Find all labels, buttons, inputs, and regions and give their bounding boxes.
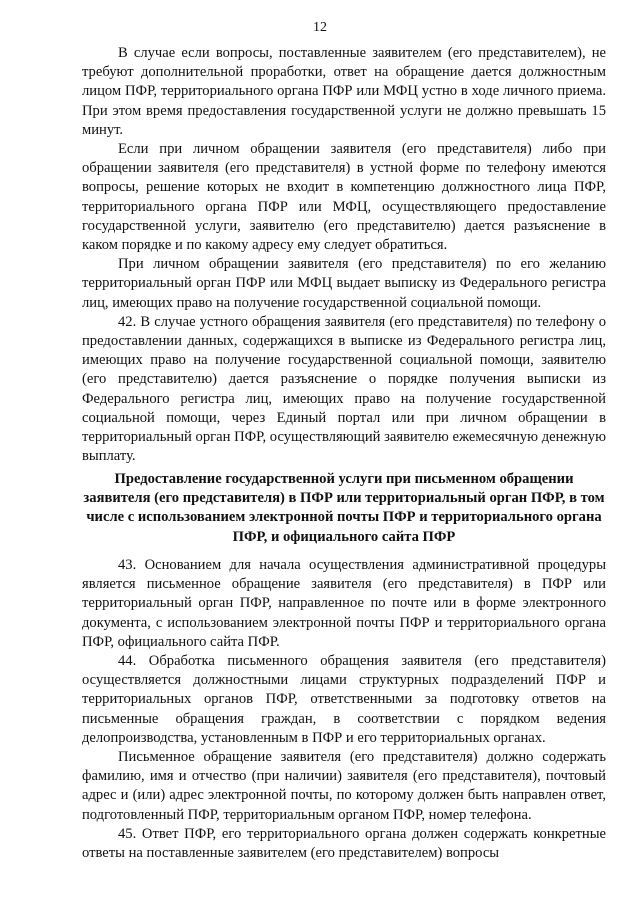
paragraph: В случае если вопросы, поставленные заявителем (его представителем), не требуют дополнительной проработки, ответ на обращение дается должностным лицом ПФР, территориального органа ПФР или МФЦ устно в ходе личного приема. При этом время предоставления государственной услуги не должно превышать 15 минут. <box>82 45 606 138</box>
body-text-top <box>82 44 606 466</box>
paragraph: Письменное обращение заявителя (его представителя) должно содержать фамилию, имя и отчество (при наличии) заявителя (его представителя), почтовый адрес и (или) адрес электронной почты, по которому должен быть направлен ответ, подготовленный ПФР, территориальным органом ПФР, номер телефона. <box>82 749 606 823</box>
body-text-bottom <box>82 556 606 863</box>
paragraph: При личном обращении заявителя (его представителя) по его желанию территориальный орган ПФР или МФЦ выдает выписку из Федерального регистра лиц, имеющих право на получение государственной социальной помощи. <box>82 256 606 311</box>
page-number: 12 <box>313 20 327 35</box>
section-heading: Предоставление государственной услуги при письменном обращении заявителя (его представителя) в ПФР или территориальный орган ПФР, в том числе с использованием электронной почты ПФР и территориального органа ПФР, и официального сайта ПФР <box>83 471 605 545</box>
paragraph: 45. Ответ ПФР, его территориального органа должен содержать конкретные ответы на поставленные заявителем (его представителем) вопросы <box>82 825 606 862</box>
paragraph: Если при личном обращении заявителя (его представителя) либо при обращении заявителя (его представителя) в устной форме по телефону имеются вопросы, решение которых не входит в компетенцию должностного лица ПФР, территориального органа ПФР или МФЦ, осуществляющего предоставление государственной услуги, заявителю (его представителю) дается разъяснение в каком порядке и по какому адресу ему следует обратиться. <box>82 141 606 254</box>
paragraph: 43. Основанием для начала осуществления административной процедуры является письменное обращение заявителя (его представителя) в ПФР или территориальный орган ПФР, направленное по почте или в форме электронного документа, с использованием электронной почты ПФР и территориального органа ПФР, официального сайта ПФР. <box>82 557 606 650</box>
paragraph: 42. В случае устного обращения заявителя (его представителя) по телефону о предоставлении данных, содержащихся в выписке из Федерального регистра лиц, имеющих право на получение государственной социальной помощи, заявителю (его представителю) дается разъяснение о порядке получения выписки из Федерального регистра лиц, имеющих право на получение государственной социальной помощи, через Единый портал или при личном обращении в территориальный орган ПФР, осуществляющий заявителю ежемесячную денежную выплату. <box>82 313 606 465</box>
paragraph: 44. Обработка письменного обращения заявителя (его представителя) осуществляется должностными лицами структурных подразделений ПФР и территориальных органов ПФР, ответственными за подготовку ответов на письменные обращения граждан, в соответствии с порядком ведения делопроизводства, установленным в ПФР и его территориальных органах. <box>82 653 606 746</box>
